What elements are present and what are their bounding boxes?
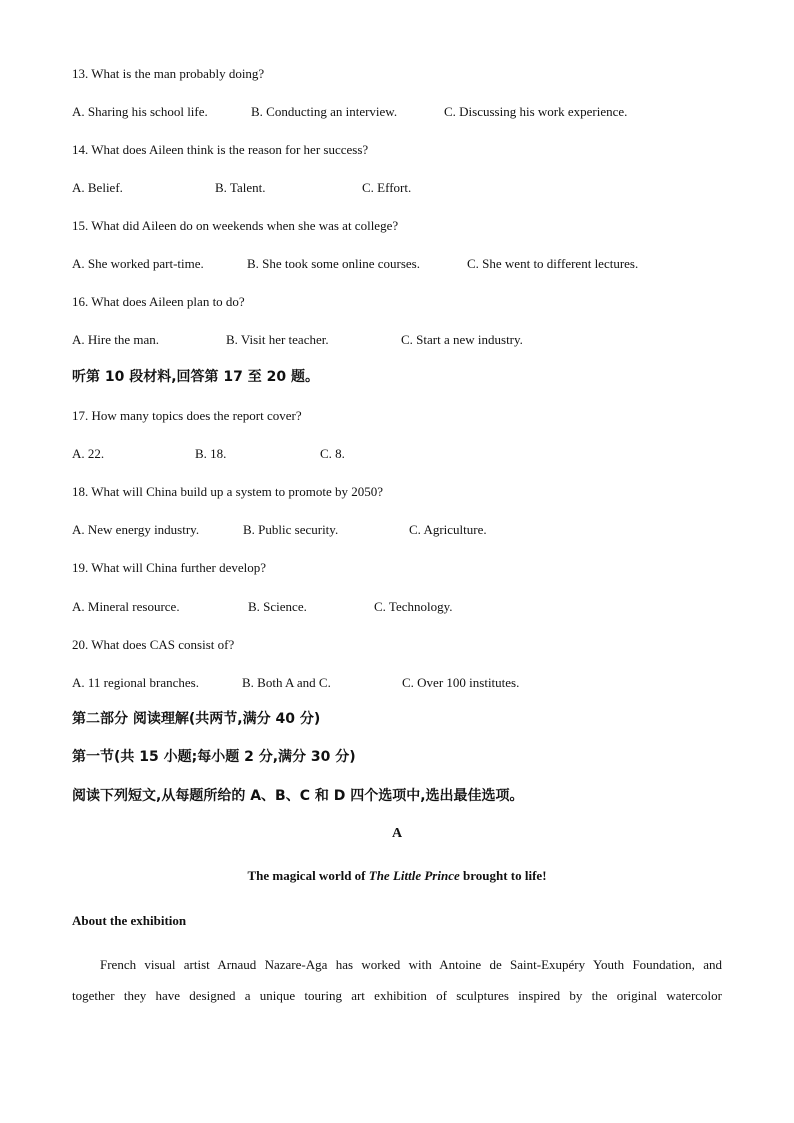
option-a: A. Belief. [72,180,123,195]
option-b: B. Science. [248,599,307,614]
question-14: 14. What does Aileen think is the reason for her success? [72,142,369,157]
option-c: C. Technology. [374,599,453,614]
option-c: C. Agriculture. [409,522,487,537]
passage-title-italic: The Little Prince [368,868,460,883]
question-20: 20. What does CAS consist of? [72,637,235,652]
option-b: B. Visit her teacher. [226,332,329,347]
question-15: 15. What did Aileen do on weekends when she was at college? [72,218,399,233]
passage-title [0,868,794,884]
option-c: C. Effort. [362,180,412,195]
option-a: A. 11 regional branches. [72,675,199,690]
option-c: C. Over 100 institutes. [402,675,520,690]
option-b: B. She took some online courses. [247,256,420,271]
question-17: 17. How many topics does the report cover? [72,408,302,423]
section-heading-material-10: 听第 10 段材料,回答第 17 至 20 题。 [72,369,320,385]
passage-paragraph-line-1: French visual artist Arnaud Nazare-Aga has worked with Antoine de Saint-Exupéry Youth Foundation, and [100,957,722,972]
option-a: A. 22. [72,446,105,461]
question-19: 19. What will China further develop? [72,560,266,575]
option-b: B. Public security. [243,522,339,537]
option-c: C. Discussing his work experience. [444,104,628,119]
section-subheading: About the exhibition [72,913,187,928]
option-a: A. She worked part-time. [72,256,204,271]
section-one-heading: 第一节(共 15 小题;每小题 2 分,满分 30 分) [72,749,356,765]
option-c: C. She went to different lectures. [467,256,639,271]
reading-instructions: 阅读下列短文,从每题所给的 A、B、C 和 D 四个选项中,选出最佳选项。 [72,788,524,804]
option-a: A. Mineral resource. [72,599,180,614]
option-a: A. Hire the man. [72,332,160,347]
option-b: B. Talent. [215,180,266,195]
question-13: 13. What is the man probably doing? [72,66,265,81]
option-b: B. 18. [195,446,227,461]
passage-paragraph-line-2: together they have designed a unique touring art exhibition of sculptures inspired by the original watercolor [72,988,722,1003]
question-16: 16. What does Aileen plan to do? [72,294,245,309]
question-18: 18. What will China build up a system to promote by 2050? [72,484,384,499]
passage-title-pre: The magical world of [247,868,369,883]
option-c: C. Start a new industry. [401,332,523,347]
option-c: C. 8. [320,446,345,461]
part-two-heading: 第二部分 阅读理解(共两节,满分 40 分) [72,711,321,727]
option-b: B. Both A and C. [242,675,331,690]
option-a: A. New energy industry. [72,522,200,537]
option-a: A. Sharing his school life. [72,104,208,119]
option-b: B. Conducting an interview. [251,104,398,119]
passage-title-post: brought to life! [459,868,547,883]
passage-letter: A [391,826,403,841]
